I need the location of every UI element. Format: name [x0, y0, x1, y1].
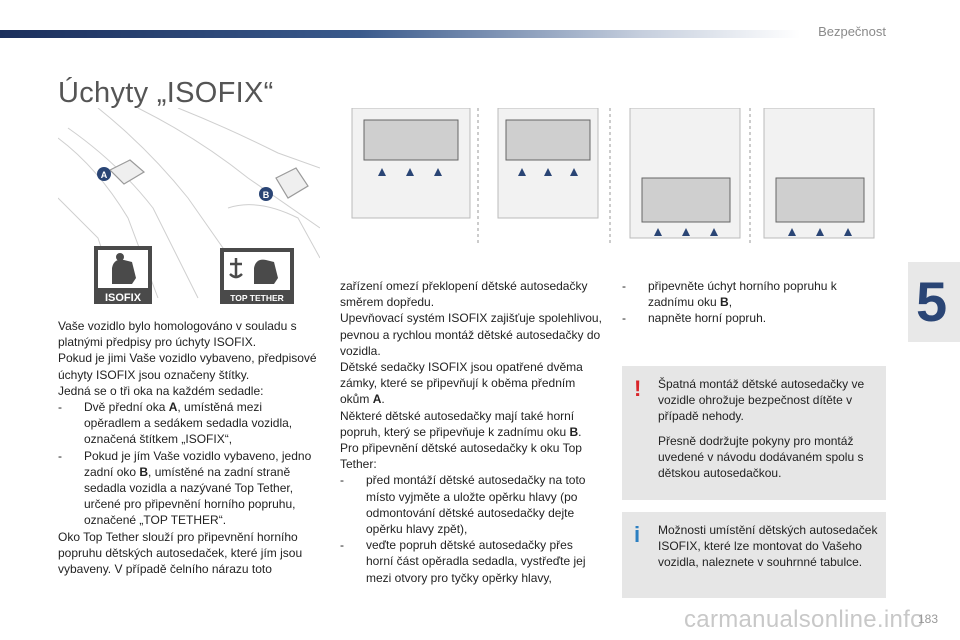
list-item — [58, 399, 320, 448]
anchor-ref: A — [168, 400, 178, 415]
paragraph: Přesně dodržujte pokyny pro montáž uvedené v návodu dodávaném spolu s dětskou autosedačkou. — [658, 433, 864, 481]
list-item-text: před montáží dětské autosedačky na toto místo vyjměte a uložte opěrku hlavy (po odmontování dětské autosedačky dejte opěrku hlavy zpět), — [366, 473, 586, 537]
text-column-1 — [58, 318, 320, 577]
dash: - — [622, 279, 626, 293]
list-item-text: , umístěná mezi opěradlem a sedákem sedadla vozidla, označená štítkem „ISOFIX“, — [84, 400, 293, 447]
list-item-text: připevněte úchyt horního popruhu k zadnímu oku — [648, 279, 837, 310]
list-item — [622, 310, 884, 326]
warning-icon: ! — [634, 376, 642, 401]
warning-text — [658, 376, 880, 489]
chapter-number: 5 — [916, 270, 948, 333]
dash: - — [58, 400, 62, 415]
diagram-rear-row-alt — [764, 108, 874, 238]
list-item — [58, 448, 320, 529]
anchor-ref: B — [720, 295, 729, 310]
warning-box — [622, 366, 886, 500]
list-item-text: , umístěné na zadní straně sedadla vozidla a nazývané Top Tether, určené pro připevnění horního popruhu, označené „TOP TETHER“. — [84, 464, 296, 528]
dash: - — [340, 473, 344, 488]
list-item: - připevněte úchyt horního popruhu k zadnímu oku B, — [622, 279, 837, 310]
paragraph: Vaše vozidlo bylo homologováno v souladu s platnými předpisy pro úchyty ISOFIX. — [58, 319, 297, 350]
anchor-a-label: A — [100, 170, 108, 180]
paragraph: Pro připevnění dětské autosedačky k oku Top Tether: — [340, 441, 582, 472]
diagram-middle-row — [498, 108, 598, 218]
paragraph: Pokud je jimi Vaše vozidlo vybaveno, předpisové úchyty ISOFIX jsou označeny štítky. — [58, 351, 317, 382]
info-icon: i — [634, 522, 641, 547]
paragraph: Jedná se o tři oka na každém sedadle: — [58, 383, 264, 398]
watermark: carmanualsonline.info — [684, 606, 924, 633]
page-title: Úchyty „ISOFIX“ — [58, 77, 274, 110]
paragraph: Možnosti umístění dětských autosedaček ISOFIX, které lze montovat do Vašeho vozidla, naleznete v souhrnné tabulce. — [658, 523, 878, 570]
paragraph: Oko Top Tether slouží pro připevnění horního popruhu dětských autosedaček, které jím jsou vybaveny. V případě čelního nárazu toto — [58, 529, 303, 577]
diagram-rear-row — [630, 108, 740, 238]
paragraph: Dětské sedačky ISOFIX jsou opatřené dvěma zámky, které se připevňují k oběma předním okům A. — [340, 360, 583, 407]
list-item — [340, 472, 602, 537]
page-number: 183 — [917, 612, 938, 626]
dash: - — [58, 448, 62, 463]
paragraph: Některé dětské autosedačky mají také horní popruh, který se připevňuje k zadnímu oku B. — [340, 408, 582, 439]
info-text — [658, 522, 880, 579]
anchor-ref: B — [569, 424, 579, 439]
list-item-text: napněte horní popruh. — [648, 311, 767, 326]
info-box — [622, 512, 886, 598]
text-column-2 — [340, 278, 602, 586]
isofix-label-icon — [94, 246, 152, 304]
dash: - — [622, 311, 626, 326]
anchor-ref: A — [372, 392, 382, 407]
chapter-tab — [908, 262, 960, 342]
header-bar — [0, 30, 800, 38]
paragraph: Špatná montáž dětské autosedačky ve vozidle ohrožuje bezpečnost dítěte v případě nehody. — [658, 377, 865, 424]
seat-diagrams — [340, 108, 885, 243]
section-title: Bezpečnost — [818, 24, 886, 39]
list-item — [340, 537, 602, 586]
anchor-b-label: B — [262, 190, 270, 200]
list-item-text: Pokud je jím Vaše vozidlo vybaveno, jedno zadní oko — [84, 448, 312, 479]
paragraph: zařízení omezí překlopení dětské autosedačky směrem dopředu. — [340, 279, 588, 310]
isofix-illustration — [58, 108, 320, 308]
text-column-3 — [622, 278, 884, 327]
top-tether-label-icon — [220, 248, 294, 304]
anchor-ref: B — [139, 464, 149, 479]
list-item-text: Dvě přední oka — [84, 400, 169, 415]
diagram-front-row — [352, 108, 470, 218]
dash: - — [340, 538, 344, 553]
list-item-text: veďte popruh dětské autosedačky přes horní část opěradla sedadla, vystřeďte jej mezi otvory pro tyčky opěrky hlavy, — [366, 538, 586, 585]
paragraph: Upevňovací systém ISOFIX zajišťuje spolehlivou, pevnou a rychlou montáž dětské autosedačky do vozidla. — [340, 311, 602, 358]
isofix-label-text: ISOFIX — [104, 292, 142, 304]
top-tether-label-text: TOP TETHER — [230, 293, 284, 303]
